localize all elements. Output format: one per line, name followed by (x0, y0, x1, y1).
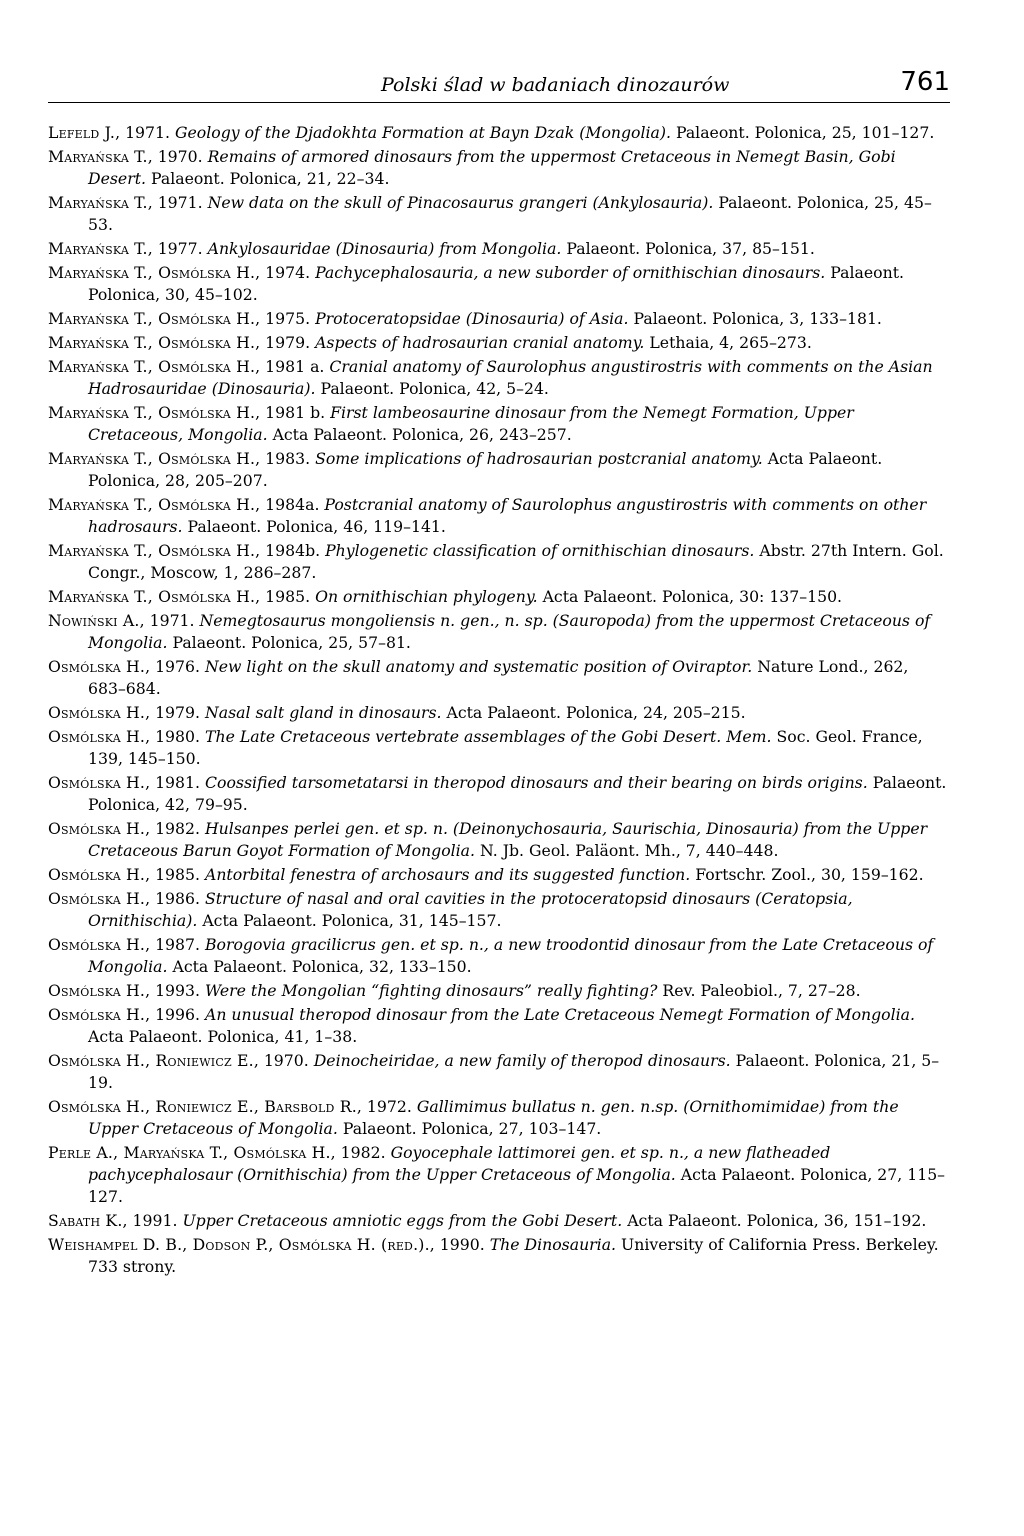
reference-source: Palaeont. Polonica, 25, 45–53. (88, 193, 932, 234)
reference-year: 1996 (155, 1005, 196, 1024)
running-header (48, 62, 950, 103)
reference-title: Postcranial anatomy of Saurolophus angustirostris with comments on other hadrosaurs. (88, 495, 927, 536)
reference-title: New data on the skull of Pinacosaurus grangeri (Ankylosauria). (207, 193, 714, 212)
reference-authors: Maryańska T., Osmólska H. (48, 587, 256, 606)
reference-source: Rev. Paleobiol., 7, 27–28. (662, 981, 861, 1000)
reference-title: Nemegtosaurus mongoliensis n. gen., n. sp. (Sauropoda) from the uppermost Cretaceous of Mongolia. (88, 611, 931, 652)
reference-authors: Lefeld J. (48, 123, 116, 142)
reference-entry: Maryańska T., Osmólska H., 1985. On ornithischian phylogeny. Acta Palaeont. Polonica, 30: 137–150. (48, 587, 843, 606)
reference-year: 1984b (265, 541, 316, 560)
reference-year: 1980 (155, 727, 196, 746)
reference-source: Acta Palaeont. Polonica, 24, 205–215. (446, 703, 746, 722)
reference-title: New light on the skull anatomy and systematic position of Oviraptor. (205, 657, 753, 676)
reference-entry: Maryańska T., Osmólska H., 1979. Aspects of hadrosaurian cranial anatomy. Lethaia, 4, 265–273. (48, 333, 812, 352)
reference-year: 1987 (155, 935, 196, 954)
reference-year: 1985 (265, 587, 306, 606)
reference-authors: Maryańska T. (48, 239, 148, 258)
reference-title: Deinocheiridae, a new family of theropod dinosaurs. (313, 1051, 731, 1070)
reference-year: 1984a (265, 495, 315, 514)
reference-entry: Maryańska T., Osmólska H., 1981 b. First lambeosaurine dinosaur from the Nemegt Formation, Upper Cretaceous, Mongolia. Acta Palaeont. Polonica, 26, 243–257. (48, 403, 854, 444)
reference-entry: Osmólska H., 1980. The Late Cretaceous vertebrate assemblages of the Gobi Desert. Mem. Soc. Geol. France, 139, 145–150. (48, 727, 923, 768)
reference-authors: Maryańska T. (48, 147, 148, 166)
reference-title: Coossified tarsometatarsi in theropod dinosaurs and their bearing on birds origins. (205, 773, 868, 792)
reference-source: Acta Palaeont. Polonica, 36, 151–192. (627, 1211, 927, 1230)
reference-year: 1982 (155, 819, 196, 838)
reference-title: Pachycephalosauria, a new suborder of ornithischian dinosaurs. (315, 263, 826, 282)
reference-entry: Maryańska T., Osmólska H., 1984a. Postcranial anatomy of Saurolophus angustirostris with comments on other hadrosaurs. Palaeont. Polonica, 46, 119–141. (48, 495, 927, 536)
reference-year: 1981 (155, 773, 196, 792)
reference-year: 1985 (155, 865, 196, 884)
reference-authors: Maryańska T., Osmólska H. (48, 449, 256, 468)
reference-source: Acta Palaeont. Polonica, 32, 133–150. (172, 957, 472, 976)
reference-entry: Maryańska T., Osmólska H., 1983. Some implications of hadrosaurian postcranial anatomy. Acta Palaeont. Polonica, 28, 205–207. (48, 449, 883, 490)
reference-title: Goyocephale lattimorei gen. et sp. n., a new flatheaded pachycephalosaur (Ornithischia) from the Upper Cretaceous of Mongolia. (88, 1143, 831, 1184)
reference-title: The Late Cretaceous vertebrate assemblages of the Gobi Desert. Mem. (205, 727, 772, 746)
reference-list (48, 122, 950, 1280)
reference-authors: Osmólska H. (48, 819, 146, 838)
reference-title: Some implications of hadrosaurian postcranial anatomy. (315, 449, 763, 468)
reference-title: Geology of the Djadokhta Formation at Bayn Dzak (Mongolia). (174, 123, 671, 142)
reference-entry: Osmólska H., Roniewicz E., 1970. Deinocheiridae, a new family of theropod dinosaurs. Palaeont. Polonica, 21, 5–19. (48, 1051, 940, 1092)
reference-authors: Maryańska T., Osmólska H. (48, 309, 256, 328)
reference-source: Nature Lond., 262, 683–684. (88, 657, 909, 698)
reference-title: The Dinosauria. (489, 1235, 617, 1254)
reference-authors: Osmólska H. (48, 935, 146, 954)
reference-entry: Osmólska H., 1985. Antorbital fenestra of archosaurs and its suggested function. Fortschr. Zool., 30, 159–162. (48, 865, 924, 884)
reference-entry: Osmólska H., 1986. Structure of nasal and oral cavities in the protoceratopsid dinosaurs (Ceratopsia, Ornithischia). Acta Palaeont. Polonica, 31, 145–157. (48, 889, 853, 930)
reference-year: 1993 (155, 981, 196, 1000)
reference-authors: Weishampel D. B., Dodson P., Osmólska H. (red.). (48, 1235, 430, 1254)
reference-source: Acta Palaeont. Polonica, 31, 145–157. (202, 911, 502, 930)
reference-year: 1974 (265, 263, 306, 282)
reference-authors: Perle A., Maryańska T., Osmólska H. (48, 1143, 331, 1162)
reference-year: 1970 (157, 147, 198, 166)
reference-title: Borogovia gracilicrus gen. et sp. n., a new troodontid dinosaur from the Late Cretaceous of Mongolia. (88, 935, 934, 976)
reference-entry: Osmólska H., Roniewicz E., Barsbold R., 1972. Gallimimus bullatus n. gen. n.sp. (Ornithomimidae) from the Upper Cretaceous of Mongolia. Palaeont. Polonica, 27, 103–147. (48, 1097, 899, 1138)
reference-entry: Maryańska T., 1971. New data on the skull of Pinacosaurus grangeri (Ankylosauria). Palaeont. Polonica, 25, 45–53. (48, 193, 932, 234)
reference-title: Antorbital fenestra of archosaurs and its suggested function. (205, 865, 691, 884)
reference-authors: Osmólska H. (48, 657, 146, 676)
page-number: 761 (900, 67, 950, 97)
reference-year: 1981 b (265, 403, 321, 422)
reference-source: Palaeont. Polonica, 37, 85–151. (566, 239, 815, 258)
reference-title: First lambeosaurine dinosaur from the Nemegt Formation, Upper Cretaceous, Mongolia. (88, 403, 854, 444)
reference-year: 1977 (157, 239, 198, 258)
reference-year: 1976 (155, 657, 196, 676)
reference-entry: Osmólska H., 1982. Hulsanpes perlei gen. et sp. n. (Deinonychosauria, Saurischia, Dinosauria) from the Upper Cretaceous Barun Goyot Formation of Mongolia. N. Jb. Geol. Paläont. Mh., 7, 440–448. (48, 819, 928, 860)
reference-entry: Maryańska T., 1970. Remains of armored dinosaurs from the uppermost Cretaceous in Nemegt Basin, Gobi Desert. Palaeont. Polonica, 21, 22–34. (48, 147, 896, 188)
reference-year: 1971 (125, 123, 165, 142)
reference-title: Upper Cretaceous amniotic eggs from the Gobi Desert. (182, 1211, 623, 1230)
reference-source: Acta Palaeont. Polonica, 27, 115–127. (88, 1165, 946, 1206)
reference-title: Were the Mongolian “fighting dinosaurs” really fighting? (205, 981, 658, 1000)
reference-year: 1983 (265, 449, 306, 468)
reference-source: Palaeont. Polonica, 30, 45–102. (88, 263, 904, 304)
reference-entry: Lefeld J., 1971. Geology of the Djadokhta Formation at Bayn Dzak (Mongolia). Palaeont. Polonica, 25, 101–127. (48, 123, 935, 142)
reference-authors: Osmólska H. (48, 981, 146, 1000)
reference-title: An unusual theropod dinosaur from the Late Cretaceous Nemegt Formation of Mongolia. (205, 1005, 915, 1024)
reference-year: 1971 (157, 193, 198, 212)
reference-entry: Osmólska H., 1981. Coossified tarsometatarsi in theropod dinosaurs and their bearing on birds origins. Palaeont. Polonica, 42, 79–95. (48, 773, 947, 814)
reference-title: Gallimimus bullatus n. gen. n.sp. (Ornithomimidae) from the Upper Cretaceous of Mongolia. (88, 1097, 899, 1138)
reference-title: Ankylosauridae (Dinosauria) from Mongolia. (207, 239, 562, 258)
reference-source: Palaeont. Polonica, 42, 5–24. (320, 379, 549, 398)
reference-title: Protoceratopsidae (Dinosauria) of Asia. (315, 309, 629, 328)
reference-authors: Osmólska H., Roniewicz E., Barsbold R. (48, 1097, 357, 1116)
reference-entry: Maryańska T., 1977. Ankylosauridae (Dinosauria) from Mongolia. Palaeont. Polonica, 37, 85–151. (48, 239, 815, 258)
reference-authors: Osmólska H. (48, 865, 146, 884)
reference-source: Soc. Geol. France, 139, 145–150. (88, 727, 923, 768)
reference-title: Cranial anatomy of Saurolophus angustirostris with comments on the Asian Hadrosauridae (Dinosauria). (88, 357, 933, 398)
reference-entry: Osmólska H., 1987. Borogovia gracilicrus gen. et sp. n., a new troodontid dinosaur from the Late Cretaceous of Mongolia. Acta Palaeont. Polonica, 32, 133–150. (48, 935, 934, 976)
reference-title: On ornithischian phylogeny. (315, 587, 538, 606)
reference-entry: Maryańska T., Osmólska H., 1984b. Phylogenetic classification of ornithischian dinosaurs. Abstr. 27th Intern. Gol. Congr., Moscow, 1, 286–287. (48, 541, 944, 582)
reference-authors: Maryańska T., Osmólska H. (48, 333, 256, 352)
reference-source: N. Jb. Geol. Paläont. Mh., 7, 440–448. (480, 841, 779, 860)
reference-entry: Sabath K., 1991. Upper Cretaceous amniotic eggs from the Gobi Desert. Acta Palaeont. Polonica, 36, 151–192. (48, 1211, 927, 1230)
reference-entry: Osmólska H., 1993. Were the Mongolian “fighting dinosaurs” really fighting? Rev. Paleobiol., 7, 27–28. (48, 981, 861, 1000)
reference-source: Palaeont. Polonica, 27, 103–147. (342, 1119, 602, 1138)
reference-source: Palaeont. Polonica, 3, 133–181. (633, 309, 882, 328)
reference-authors: Maryańska T., Osmólska H. (48, 357, 256, 376)
reference-title: Structure of nasal and oral cavities in the protoceratopsid dinosaurs (Ceratopsia, Ornithischia). (88, 889, 853, 930)
reference-year: 1990 (439, 1235, 480, 1254)
reference-source: Palaeont. Polonica, 42, 79–95. (88, 773, 947, 814)
running-title: Polski ślad w badaniach dinozaurów (381, 74, 730, 96)
reference-authors: Osmólska H. (48, 773, 146, 792)
reference-title: Phylogenetic classification of ornithischian dinosaurs. (325, 541, 755, 560)
reference-entry: Osmólska H., 1976. New light on the skull anatomy and systematic position of Oviraptor. Nature Lond., 262, 683–684. (48, 657, 909, 698)
reference-authors: Sabath K. (48, 1211, 123, 1230)
reference-title: Nasal salt gland in dinosaurs. (205, 703, 442, 722)
reference-authors: Osmólska H. (48, 1005, 146, 1024)
reference-authors: Maryańska T., Osmólska H. (48, 541, 256, 560)
reference-authors: Osmólska H., Roniewicz E. (48, 1051, 254, 1070)
reference-source: Palaeont. Polonica, 25, 57–81. (172, 633, 411, 652)
reference-authors: Maryańska T. (48, 193, 148, 212)
reference-year: 1991 (132, 1211, 173, 1230)
reference-authors: Maryańska T., Osmólska H. (48, 403, 256, 422)
reference-title: Remains of armored dinosaurs from the uppermost Cretaceous in Nemegt Basin, Gobi Desert. (88, 147, 896, 188)
reference-source: Fortschr. Zool., 30, 159–162. (695, 865, 924, 884)
reference-source: Acta Palaeont. Polonica, 26, 243–257. (272, 425, 572, 444)
reference-title: Hulsanpes perlei gen. et sp. n. (Deinonychosauria, Saurischia, Dinosauria) from the Upper Cretaceous Barun Goyot Formation of Mongolia. (88, 819, 928, 860)
reference-year: 1979 (155, 703, 196, 722)
reference-source: Palaeont. Polonica, 21, 5–19. (88, 1051, 940, 1092)
reference-entry: Osmólska H., 1979. Nasal salt gland in dinosaurs. Acta Palaeont. Polonica, 24, 205–215. (48, 703, 746, 722)
reference-year: 1979 (265, 333, 306, 352)
reference-year: 1970 (263, 1051, 304, 1070)
reference-year: 1981 a (265, 357, 320, 376)
reference-authors: Maryańska T., Osmólska H. (48, 263, 256, 282)
reference-authors: Osmólska H. (48, 889, 146, 908)
reference-year: 1982 (340, 1143, 381, 1162)
reference-entry: Maryańska T., Osmólska H., 1974. Pachycephalosauria, a new suborder of ornithischian dinosaurs. Palaeont. Polonica, 30, 45–102. (48, 263, 904, 304)
reference-entry: Osmólska H., 1996. An unusual theropod dinosaur from the Late Cretaceous Nemegt Formation of Mongolia. Acta Palaeont. Polonica, 41, 1–38. (48, 1005, 915, 1046)
reference-entry: Maryańska T., Osmólska H., 1975. Protoceratopsidae (Dinosauria) of Asia. Palaeont. Polonica, 3, 133–181. (48, 309, 882, 328)
reference-authors: Osmólska H. (48, 727, 146, 746)
reference-source: Acta Palaeont. Polonica, 41, 1–38. (88, 1027, 358, 1046)
reference-source: Acta Palaeont. Polonica, 28, 205–207. (88, 449, 883, 490)
reference-entry: Weishampel D. B., Dodson P., Osmólska H. (red.)., 1990. The Dinosauria. University of California Press. Berkeley. 733 strony. (48, 1235, 939, 1276)
reference-source: Palaeont. Polonica, 46, 119–141. (187, 517, 446, 536)
reference-authors: Nowiński A. (48, 611, 140, 630)
reference-source: University of California Press. Berkeley. 733 strony. (88, 1235, 939, 1276)
reference-source: Palaeont. Polonica, 21, 22–34. (151, 169, 390, 188)
reference-source: Palaeont. Polonica, 25, 101–127. (675, 123, 935, 142)
reference-title: Aspects of hadrosaurian cranial anatomy. (315, 333, 645, 352)
reference-year: 1986 (155, 889, 196, 908)
reference-source: Abstr. 27th Intern. Gol. Congr., Moscow, 1, 286–287. (88, 541, 944, 582)
reference-entry: Nowiński A., 1971. Nemegtosaurus mongoliensis n. gen., n. sp. (Sauropoda) from the uppermost Cretaceous of Mongolia. Palaeont. Polonica, 25, 57–81. (48, 611, 931, 652)
reference-authors: Maryańska T., Osmólska H. (48, 495, 256, 514)
reference-authors: Osmólska H. (48, 703, 146, 722)
reference-source: Lethaia, 4, 265–273. (649, 333, 812, 352)
reference-entry: Perle A., Maryańska T., Osmólska H., 1982. Goyocephale lattimorei gen. et sp. n., a new flatheaded pachycephalosaur (Ornithischia) from the Upper Cretaceous of Mongolia. Acta Palaeont. Polonica, 27, 115–127. (48, 1143, 946, 1206)
reference-entry: Maryańska T., Osmólska H., 1981 a. Cranial anatomy of Saurolophus angustirostris with comments on the Asian Hadrosauridae (Dinosauria). Palaeont. Polonica, 42, 5–24. (48, 357, 933, 398)
reference-source: Acta Palaeont. Polonica, 30: 137–150. (542, 587, 843, 606)
reference-year: 1975 (265, 309, 306, 328)
reference-year: 1972 (366, 1097, 407, 1116)
reference-year: 1971 (149, 611, 190, 630)
